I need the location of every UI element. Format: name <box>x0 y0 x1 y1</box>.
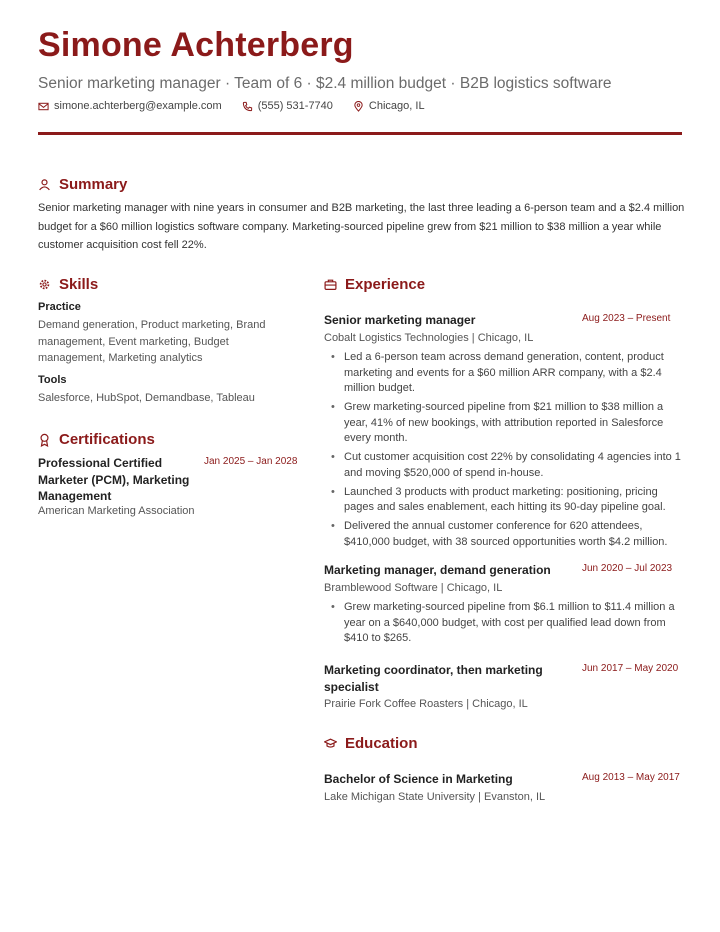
job-bullets <box>324 600 686 650</box>
candidate-name: Simone Achterberg <box>38 26 354 64</box>
phone-icon <box>242 101 253 112</box>
gear-icon <box>38 278 51 291</box>
skill-group-label: Tools <box>38 374 67 386</box>
job-company: Prairie Fork Coffee Roasters | Chicago, IL <box>324 698 528 710</box>
location-text: Chicago, IL <box>368 100 425 112</box>
job-title: Marketing coordinator, then marketing specialist <box>324 663 543 694</box>
experience-title: Experience <box>345 276 426 293</box>
job-title: Marketing manager, demand generation <box>324 563 551 577</box>
graduation-cap-icon <box>324 737 337 750</box>
job-bullet: • Grew marketing-sourced pipeline from $21 million to $38 million a year, 41% of new bookings, with attribution reported in Salesforce every month. <box>324 400 686 447</box>
skills-title: Skills <box>59 276 99 293</box>
job-date: Aug 2023 – Present <box>582 313 671 324</box>
location-pin-icon <box>353 101 364 112</box>
person-icon <box>38 178 51 191</box>
job-bullet: • Cut customer acquisition cost 22% by consolidating 4 agencies into 1 and moving $520,000 of spend in-house. <box>324 450 686 481</box>
certifications-heading <box>38 431 155 448</box>
job-bullet: • Grew marketing-sourced pipeline from $6.1 million to $11.4 million a year on a $640,000 budget, with cost per qualified lead down from $410 to $265. <box>324 600 686 647</box>
job-bullets <box>324 350 686 554</box>
certification-date: Jan 2025 – Jan 2028 <box>204 456 298 467</box>
briefcase-icon <box>324 278 337 291</box>
certification-name: Professional Certified Marketer (PCM), Marketing Management <box>38 456 190 503</box>
contact-row <box>38 100 445 112</box>
certifications-title: Certifications <box>59 431 155 448</box>
header-divider <box>38 132 682 135</box>
headline: Senior marketing manager · Team of 6 · $2.4 million budget · B2B logistics software <box>38 75 612 92</box>
job-date: Jun 2017 – May 2020 <box>582 663 679 674</box>
mail-icon <box>38 101 49 112</box>
education-title: Education <box>345 735 418 752</box>
job-company: Cobalt Logistics Technologies | Chicago, IL <box>324 332 534 344</box>
summary-heading <box>38 176 127 193</box>
degree-name: Bachelor of Science in Marketing <box>324 772 513 786</box>
skill-group-text: Demand generation, Product marketing, Brand management, Event marketing, Budget management, Marketing analytics <box>38 319 266 364</box>
phone-text: (555) 531-7740 <box>257 100 333 112</box>
skills-heading <box>38 276 98 293</box>
job-date: Jun 2020 – Jul 2023 <box>582 563 673 574</box>
summary-text: Senior marketing manager with nine years in consumer and B2B marketing, the last three leading a 6-person team and a $2.4 million budget for a $60 million logistics software company. Marketing-sourced pipeline grew from $21 million to $38 million a year while customer acquisition cost fell 22%. <box>38 202 685 251</box>
school-name: Lake Michigan State University | Evanston, IL <box>324 791 546 803</box>
contact-email[interactable] <box>38 100 222 112</box>
contact-phone[interactable] <box>242 100 333 112</box>
summary-title: Summary <box>59 176 128 193</box>
skill-group-label: Practice <box>38 301 81 313</box>
job-company: Bramblewood Software | Chicago, IL <box>324 582 503 594</box>
job-bullet: • Delivered the annual customer conference for 620 attendees, $410,000 budget, with 38 sourced opportunities worth $4.2 million. <box>324 519 686 550</box>
job-bullet: • Led a 6-person team across demand generation, content, product marketing and events for a $60 million ARR company, with a $2.4 million budget. <box>324 350 686 397</box>
contact-location <box>353 100 425 112</box>
job-bullet: • Launched 3 products with product marketing: positioning, pricing pages and sales enablement, each hitting its 90-day pipeline goal. <box>324 485 686 516</box>
education-date: Aug 2013 – May 2017 <box>582 772 680 783</box>
email-text: simone.achterberg@example.com <box>54 100 222 112</box>
education-heading <box>324 735 418 752</box>
experience-heading <box>324 276 425 293</box>
job-title: Senior marketing manager <box>324 313 476 327</box>
certification-issuer: American Marketing Association <box>38 505 195 517</box>
skill-group-text: Salesforce, HubSpot, Demandbase, Tableau <box>38 392 255 404</box>
award-ribbon-icon <box>38 433 51 447</box>
